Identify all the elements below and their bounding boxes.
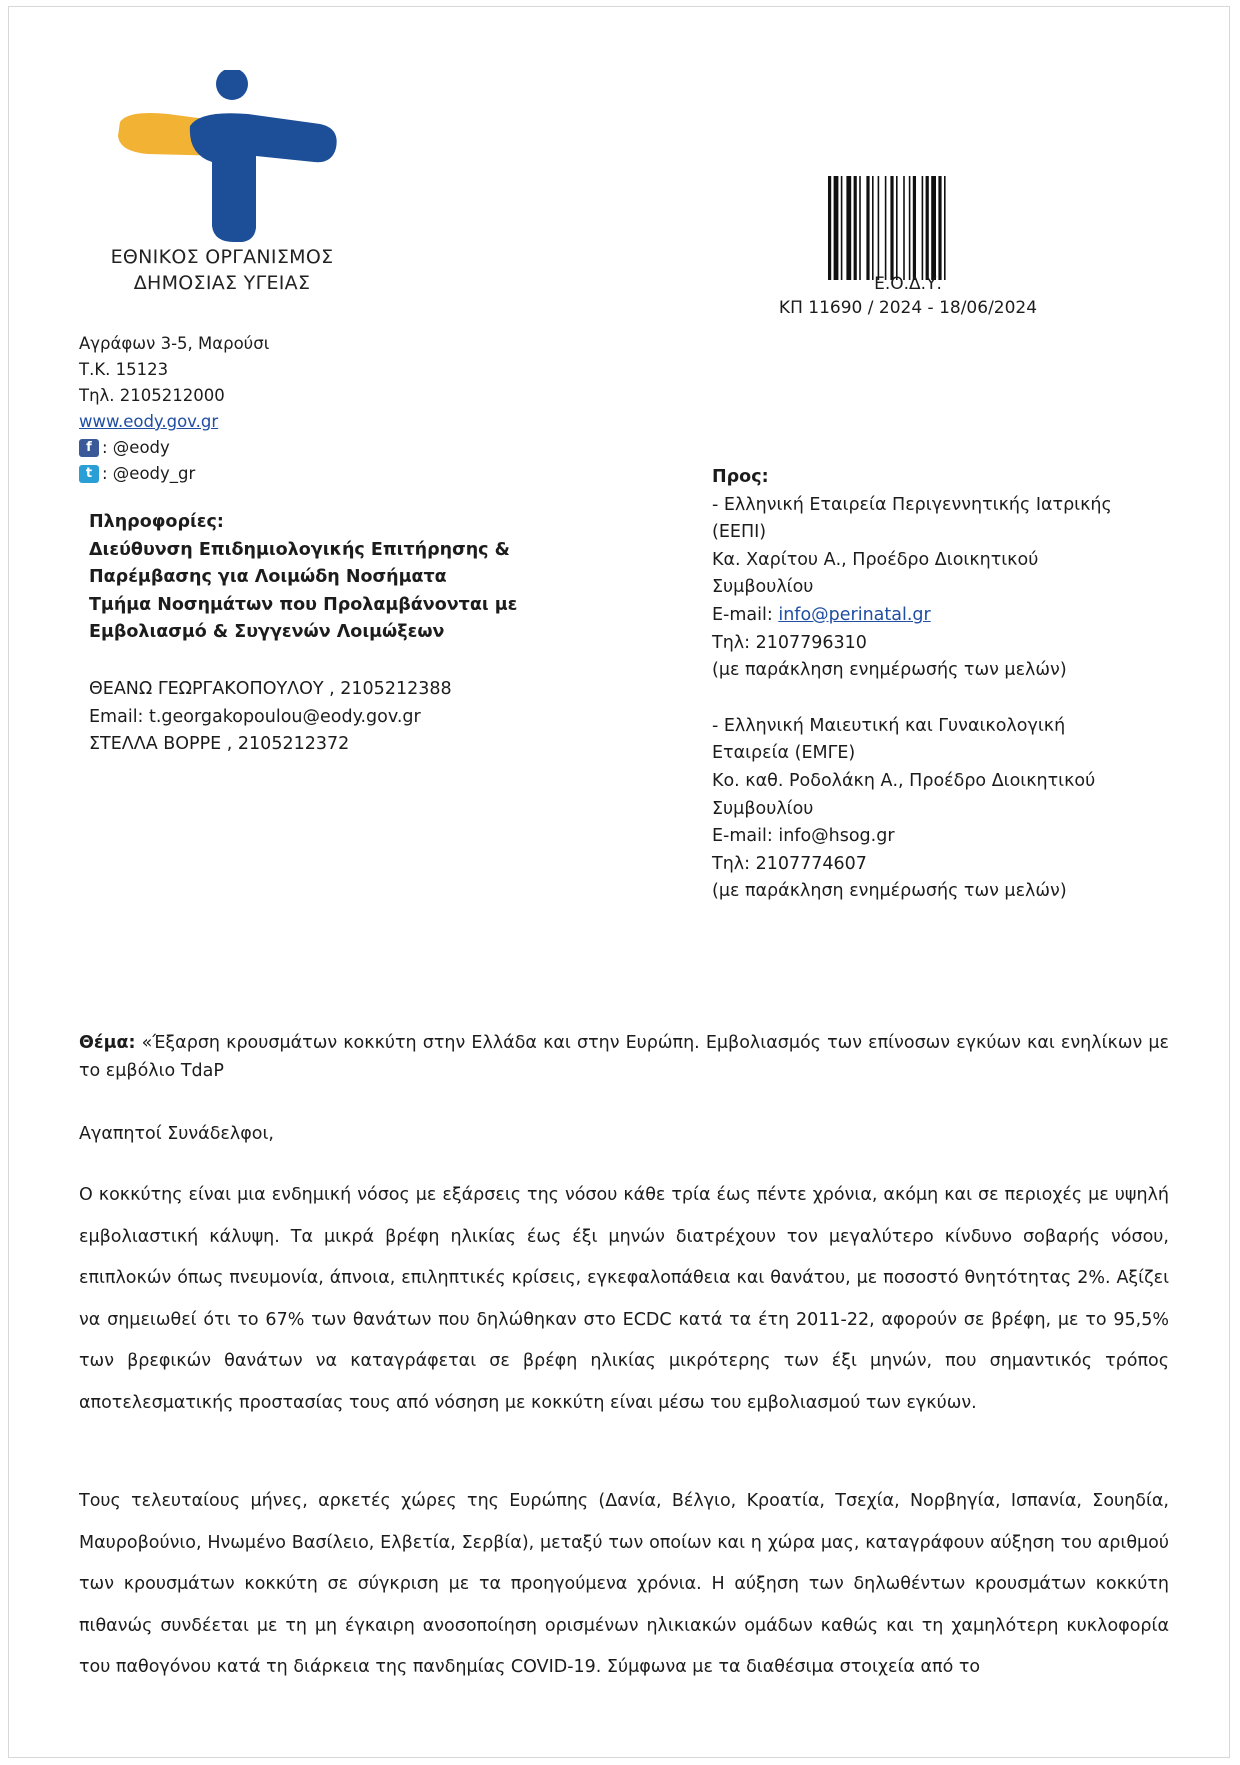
contact-email: Email: t.georgakopoulou@eody.gov.gr — [89, 706, 421, 727]
recipients-block — [712, 464, 1112, 906]
recipient2-line: Κο. καθ. Ροδολάκη Α., Προέδρο Διοικητικού — [712, 770, 1096, 791]
website-link[interactable]: www.eody.gov.gr — [79, 412, 219, 431]
barcode-icon — [828, 176, 986, 280]
recipient1-line: - Ελληνική Εταιρεία Περιγεννητικής Ιατρικής — [712, 494, 1112, 515]
info-line: Εμβολιασμό & Συγγενών Λοιμώξεων — [89, 622, 445, 642]
address-phone: Τηλ. 2105212000 — [79, 386, 225, 405]
recipient1-email-link[interactable]: info@perinatal.gr — [778, 604, 931, 625]
facebook-icon: f — [79, 439, 99, 457]
recipient1-line: (ΕΕΠΙ) — [712, 522, 767, 543]
recipient2-note: (με παράκληση ενημέρωσής των μελών) — [712, 881, 1067, 902]
address-block — [79, 331, 269, 487]
info-line: Τμήμα Νοσημάτων που Προλαμβάνονται με — [89, 594, 518, 615]
contact-person1: ΘΕΑΝΩ ΓΕΩΡΓΑΚΟΠΟΥΛΟΥ , 2105212388 — [89, 679, 452, 699]
info-heading: Πληροφορίες: — [89, 512, 224, 532]
eody-logo-icon — [108, 70, 338, 242]
organization-name — [92, 244, 352, 296]
subject-label: Θέμα: — [79, 1033, 136, 1053]
twitter-handle: : @eody_gr — [102, 464, 196, 483]
body-paragraph: Τους τελευταίους μήνες, αρκετές χώρες της Ευρώπης (Δανία, Βέλγιο, Κροατία, Τσεχία, Νορβηγία, Ισπανία, Σουηδία, Μαυροβούνιο, Ηνωμένο Βασίλειο, Ελβετία, Σερβία), μεταξύ των οποίων και η χώρα μας, καταγράφουν αύξηση του αριθμού των κρουσμάτων κοκκύτη σε σύγκριση με τα προηγούμενα χρόνια. Η αύξηση των δηλωθέντων κρουσμάτων κοκκύτη πιθανώς συνδέεται με τη μη έγκαιρη ανοσοποίηση ορισμένων ηλικιακών ομάδων καθώς και τη χαμηλότερη κυκλοφορία του παθογόνου κατά τη διάρκεια της πανδημίας COVID-19. Σύμφωνα με τα διαθέσιμα στοιχεία από το — [79, 1491, 1169, 1677]
recipient2-email: E-mail: info@hsog.gr — [712, 826, 895, 847]
recipient1-line: Συμβουλίου — [712, 577, 814, 598]
subject-text: «Έξαρση κρουσμάτων κοκκύτη στην Ελλάδα και στην Ευρώπη. Εμβολιασμός των επίνοσων εγκύων και ενηλίκων με το εμβόλιο TdaP — [79, 1033, 1169, 1081]
recipient1-email-label: E-mail: — [712, 604, 779, 625]
org-name-line1: ΕΘΝΙΚΟΣ ΟΡΓΑΝΙΣΜΟΣ — [110, 246, 334, 268]
address-street: Αγράφων 3-5, Μαρούσι — [79, 334, 270, 353]
barcode-label: Ε.Ο.Δ.Υ. — [874, 274, 942, 294]
recipient2-line: Συμβουλίου — [712, 798, 814, 819]
recipient1-email-row — [712, 602, 1112, 630]
recipient1-phone: Τηλ: 2107796310 — [712, 632, 867, 653]
subject — [79, 1029, 1169, 1085]
salutation: Αγαπητοί Συνάδελφοι, — [79, 1124, 274, 1144]
org-name-line2: ΔΗΜΟΣΙΑΣ ΥΓΕΙΑΣ — [133, 272, 311, 294]
info-block — [89, 509, 517, 647]
facebook-handle: : @eody — [102, 438, 170, 457]
recipient2-line: Εταιρεία (ΕΜΓΕ) — [712, 743, 856, 764]
recipient2-line: - Ελληνική Μαιευτική και Γυναικολογική — [712, 715, 1066, 736]
info-line: Διεύθυνση Επιδημιολογικής Επιτήρησης & — [89, 539, 510, 560]
recipient1-line: Κα. Χαρίτου Α., Προέδρο Διοικητικού — [712, 549, 1039, 570]
twitter-icon: t — [79, 465, 99, 483]
info-line: Παρέμβασης για Λοιμώδη Νοσήματα — [89, 567, 447, 587]
body-paragraph: Ο κοκκύτης είναι μια ενδημική νόσος με εξάρσεις της νόσου κάθε τρία έως πέντε χρόνια, ακόμη και σε περιοχές με υψηλή εμβολιαστική κάλυψη. Τα μικρά βρέφη ηλικίας έως έξι μηνών διατρέχουν τον μεγαλύτερο κίνδυνο σοβαρής νόσου, επιπλοκών όπως πνευμονία, άπνοια, επιληπτικές κρίσεις, εγκεφαλοπάθεια και θανάτου, με ποσοστό θνητότητας 2%. Αξίζει να σημειωθεί ότι το 67% των θανάτων που δηλώθηκαν στο ECDC κατά τα έτη 2011-22, αφορούν σε βρέφη, με το 95,5% των βρεφικών θανάτων να καταγράφεται σε βρέφη ηλικίας μικρότερης των έξι μηνών, που σημαντικός τρόπος αποτελεσματικής προστασίας τους από νόσηση με κοκκύτη είναι μέσω του εμβολιασμού των εγκύων. — [79, 1185, 1169, 1413]
document-reference: ΚΠ 11690 / 2024 - 18/06/2024 — [778, 298, 1038, 318]
recipient1-note: (με παράκληση ενημέρωσής των μελών) — [712, 660, 1067, 681]
contacts-block — [89, 676, 452, 759]
barcode-stamp — [758, 168, 1088, 356]
address-postal: Τ.Κ. 15123 — [79, 360, 169, 379]
recipient2-phone: Τηλ: 2107774607 — [712, 853, 867, 874]
recipients-heading: Προς: — [712, 467, 769, 487]
contact-person2: ΣΤΕΛΛΑ ΒΟΡΡΕ , 2105212372 — [89, 734, 350, 754]
